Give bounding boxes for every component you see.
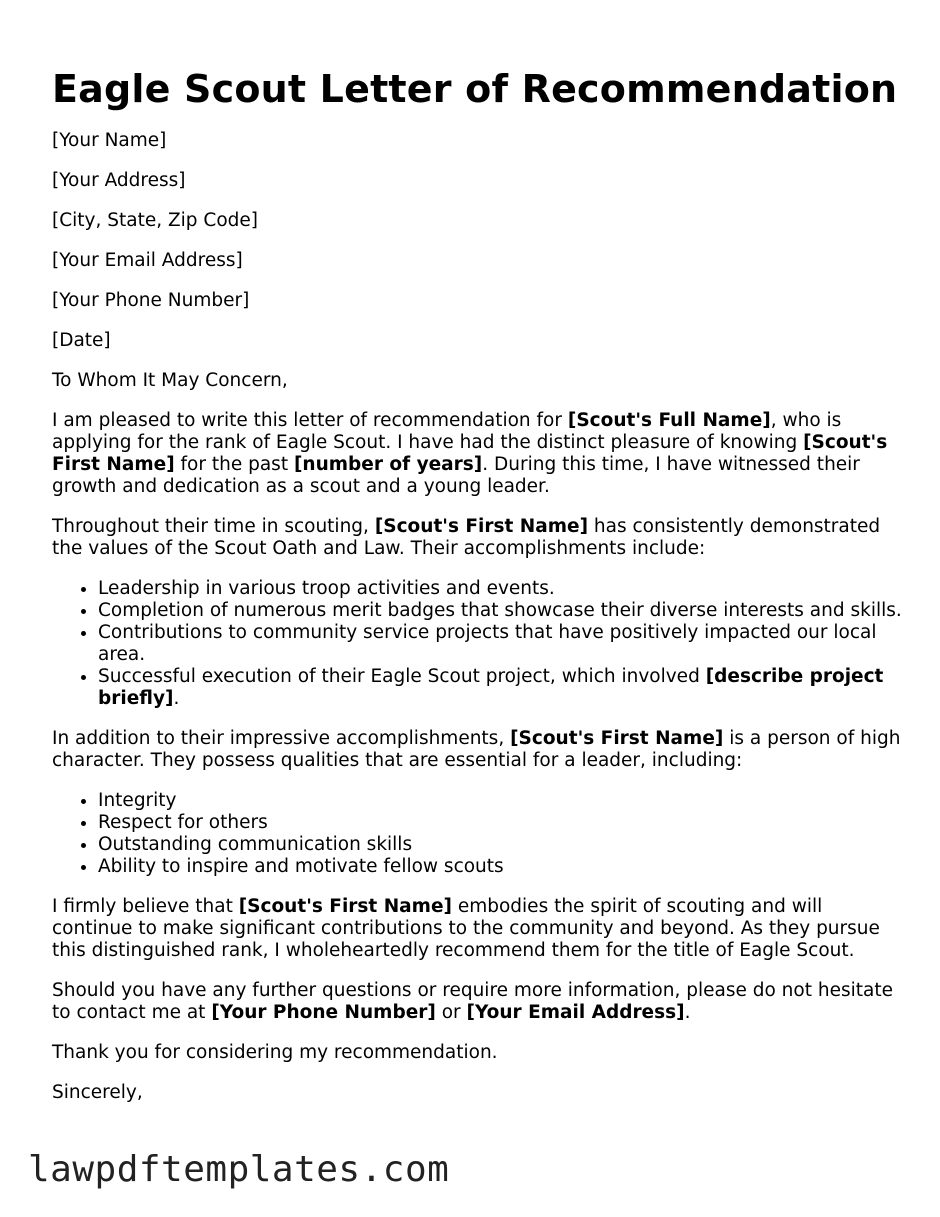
list-item <box>98 666 902 710</box>
text: . During this time, I have witnessed their growth and dedication as a scout and a young leader. <box>52 454 860 497</box>
text: I firmly believe that <box>52 896 239 917</box>
text: for the past <box>174 454 294 475</box>
text: In addition to their impressive accomplishments, <box>52 728 511 749</box>
placeholder-scout-first-name: [Scout's First Name] <box>52 432 888 475</box>
letter-document <box>52 62 902 1122</box>
list-item: • Respect for others <box>98 812 902 834</box>
placeholder-scout-first-name: [Scout's First Name] <box>510 728 724 749</box>
accomplishments-list <box>52 578 902 710</box>
closing-line: Sincerely, <box>52 1082 143 1103</box>
text: or <box>435 1002 467 1023</box>
list-item: • Outstanding communication skills <box>98 834 902 856</box>
placeholder-scout-first-name: [Scout's First Name] <box>374 516 589 537</box>
list-item: • Completion of numerous merit badges that showcase their diverse interests and skills. <box>98 600 902 622</box>
paragraph-accomplishments-intro <box>52 516 902 560</box>
salutation: To Whom It May Concern, <box>52 370 288 391</box>
letter-date: [Date] <box>52 330 111 351</box>
placeholder-scout-first-name: [Scout's First Name] <box>238 896 452 917</box>
qualities-list <box>52 790 902 878</box>
page-title: Eagle Scout Letter of Recommendation <box>52 67 898 111</box>
text: Successful execution of their Eagle Scout project, which involved <box>98 666 706 687</box>
placeholder-scout-full-name: [Scout's Full Name] <box>567 410 771 431</box>
text: is a person of high character. They possess qualities that are essential for a leader, including: <box>52 728 901 771</box>
placeholder-describe-project: [describe project briefly] <box>98 666 884 709</box>
paragraph-character <box>52 728 902 772</box>
text: embodies the spirit of scouting and will continue to make significant contributions to the community and beyond. As they pursue this distinguished rank, I wholeheartedly recommend them for the title of Eagle Scout. <box>52 896 880 961</box>
paragraph-recommendation <box>52 896 902 962</box>
list-item: • Leadership in various troop activities and events. <box>98 578 902 600</box>
text: Throughout their time in scouting, <box>52 516 375 537</box>
sender-phone: [Your Phone Number] <box>52 290 250 311</box>
placeholder-email-address: [Your Email Address] <box>466 1002 685 1023</box>
text: , who is applying for the rank of Eagle Scout. I have had the distinct pleasure of knowing <box>52 410 842 453</box>
list-item: • Integrity <box>98 790 902 812</box>
sender-city-state-zip: [City, State, Zip Code] <box>52 210 258 231</box>
placeholder-number-of-years: [number of years] <box>293 454 483 475</box>
text: . <box>173 688 180 709</box>
sender-address: [Your Address] <box>52 170 186 191</box>
thanks-line: Thank you for considering my recommendation. <box>52 1042 498 1063</box>
text: has consistently demonstrated the values of the Scout Oath and Law. Their accomplishments include: <box>52 516 881 559</box>
sender-email: [Your Email Address] <box>52 250 243 271</box>
sender-name: [Your Name] <box>52 130 167 151</box>
footer-watermark: lawpdftemplates.com <box>28 1149 450 1190</box>
list-item: • Ability to inspire and motivate fellow scouts <box>98 856 902 878</box>
placeholder-phone-number: [Your Phone Number] <box>211 1002 436 1023</box>
paragraph-intro <box>52 410 902 498</box>
text: I am pleased to write this letter of recommendation for <box>52 410 568 431</box>
paragraph-contact <box>52 980 902 1024</box>
text: . <box>684 1002 691 1023</box>
text: Should you have any further questions or require more information, please do not hesitate to contact me at <box>52 980 893 1023</box>
list-item: • Contributions to community service projects that have positively impacted our local area. <box>98 622 902 666</box>
